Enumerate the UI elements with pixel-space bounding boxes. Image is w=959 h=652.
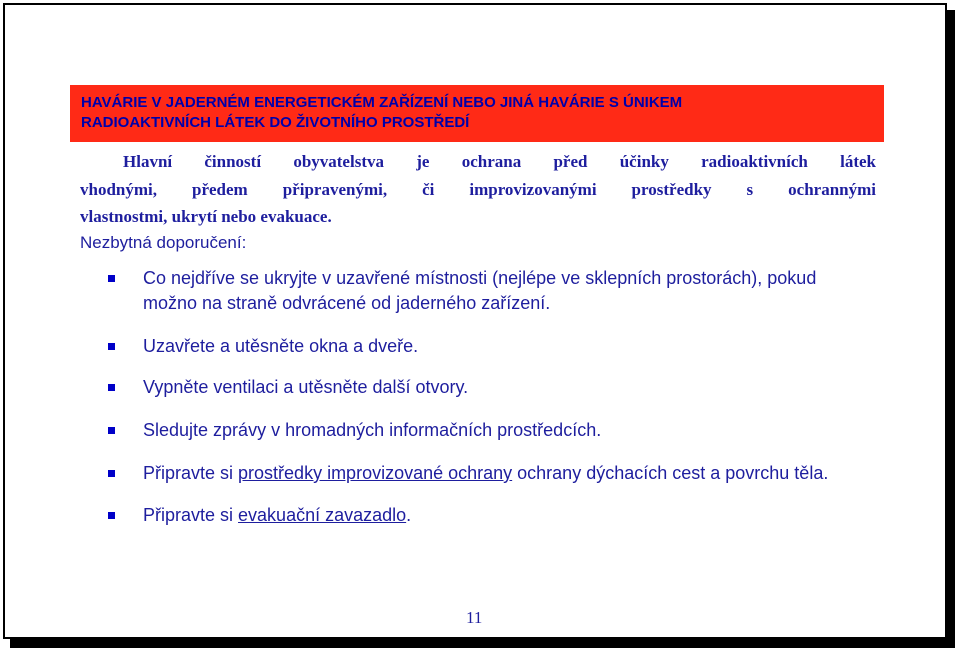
list-item-text xyxy=(143,266,908,316)
list-item-prefix: Připravte si xyxy=(143,463,239,483)
list-item-line: možno na straně odvrácené od jaderného zařízení. xyxy=(143,293,551,313)
bullet-icon xyxy=(108,275,115,282)
list-item xyxy=(108,334,908,359)
improvised-protection-link[interactable]: prostředky improvizované ochrany xyxy=(238,463,513,483)
page-number: 11 xyxy=(466,608,483,627)
intro-paragraph xyxy=(80,148,876,231)
title-banner xyxy=(70,85,884,142)
list-item xyxy=(108,375,908,400)
evacuation-luggage-link[interactable]: evakuační zavazadlo xyxy=(238,505,407,525)
list-item-text xyxy=(143,461,908,486)
list-item-suffix: ochrany dýchacích cest a povrchu těla. xyxy=(512,463,829,483)
list-item-text xyxy=(143,503,908,528)
intro-line-1: Hlavní činností obyvatelstva je ochrana před účinky radioaktivních látek xyxy=(123,152,876,171)
recommendations-heading: Nezbytná doporučení: xyxy=(80,233,247,252)
list-item xyxy=(108,503,908,528)
title-line-1: HAVÁRIE V JADERNÉM ENERGETICKÉM ZAŘÍZENÍ NEBO JINÁ HAVÁRIE S ÚNIKEM xyxy=(81,94,683,111)
list-item xyxy=(108,418,908,443)
bullet-icon xyxy=(108,470,115,477)
list-item-text: Vypněte ventilaci a utěsněte další otvory. xyxy=(143,377,469,397)
list-item-text: Uzavřete a utěsněte okna a dveře. xyxy=(143,336,419,356)
intro-line-2: vhodnými, předem připravenými, či improvizovanými prostředky s ochrannými xyxy=(80,179,876,199)
list-item-text: Sledujte zprávy v hromadných informačních prostředcích. xyxy=(143,420,602,440)
intro-line-3: vlastnostmi, ukrytí nebo evakuace. xyxy=(80,207,332,226)
list-item xyxy=(108,266,908,316)
list-item-line: Co nejdříve se ukryjte v uzavřené místnosti (nejlépe ve sklepních prostorách), pokud xyxy=(143,268,817,288)
bullet-icon xyxy=(108,384,115,391)
bullet-icon xyxy=(108,427,115,434)
list-item xyxy=(108,461,908,486)
bullet-icon xyxy=(108,512,115,519)
list-item-suffix: . xyxy=(406,505,412,525)
list-item-prefix: Připravte si xyxy=(143,505,239,525)
title-line-2: RADIOAKTIVNÍCH LÁTEK DO ŽIVOTNÍHO PROSTŘEDÍ xyxy=(81,114,470,131)
bullet-icon xyxy=(108,343,115,350)
